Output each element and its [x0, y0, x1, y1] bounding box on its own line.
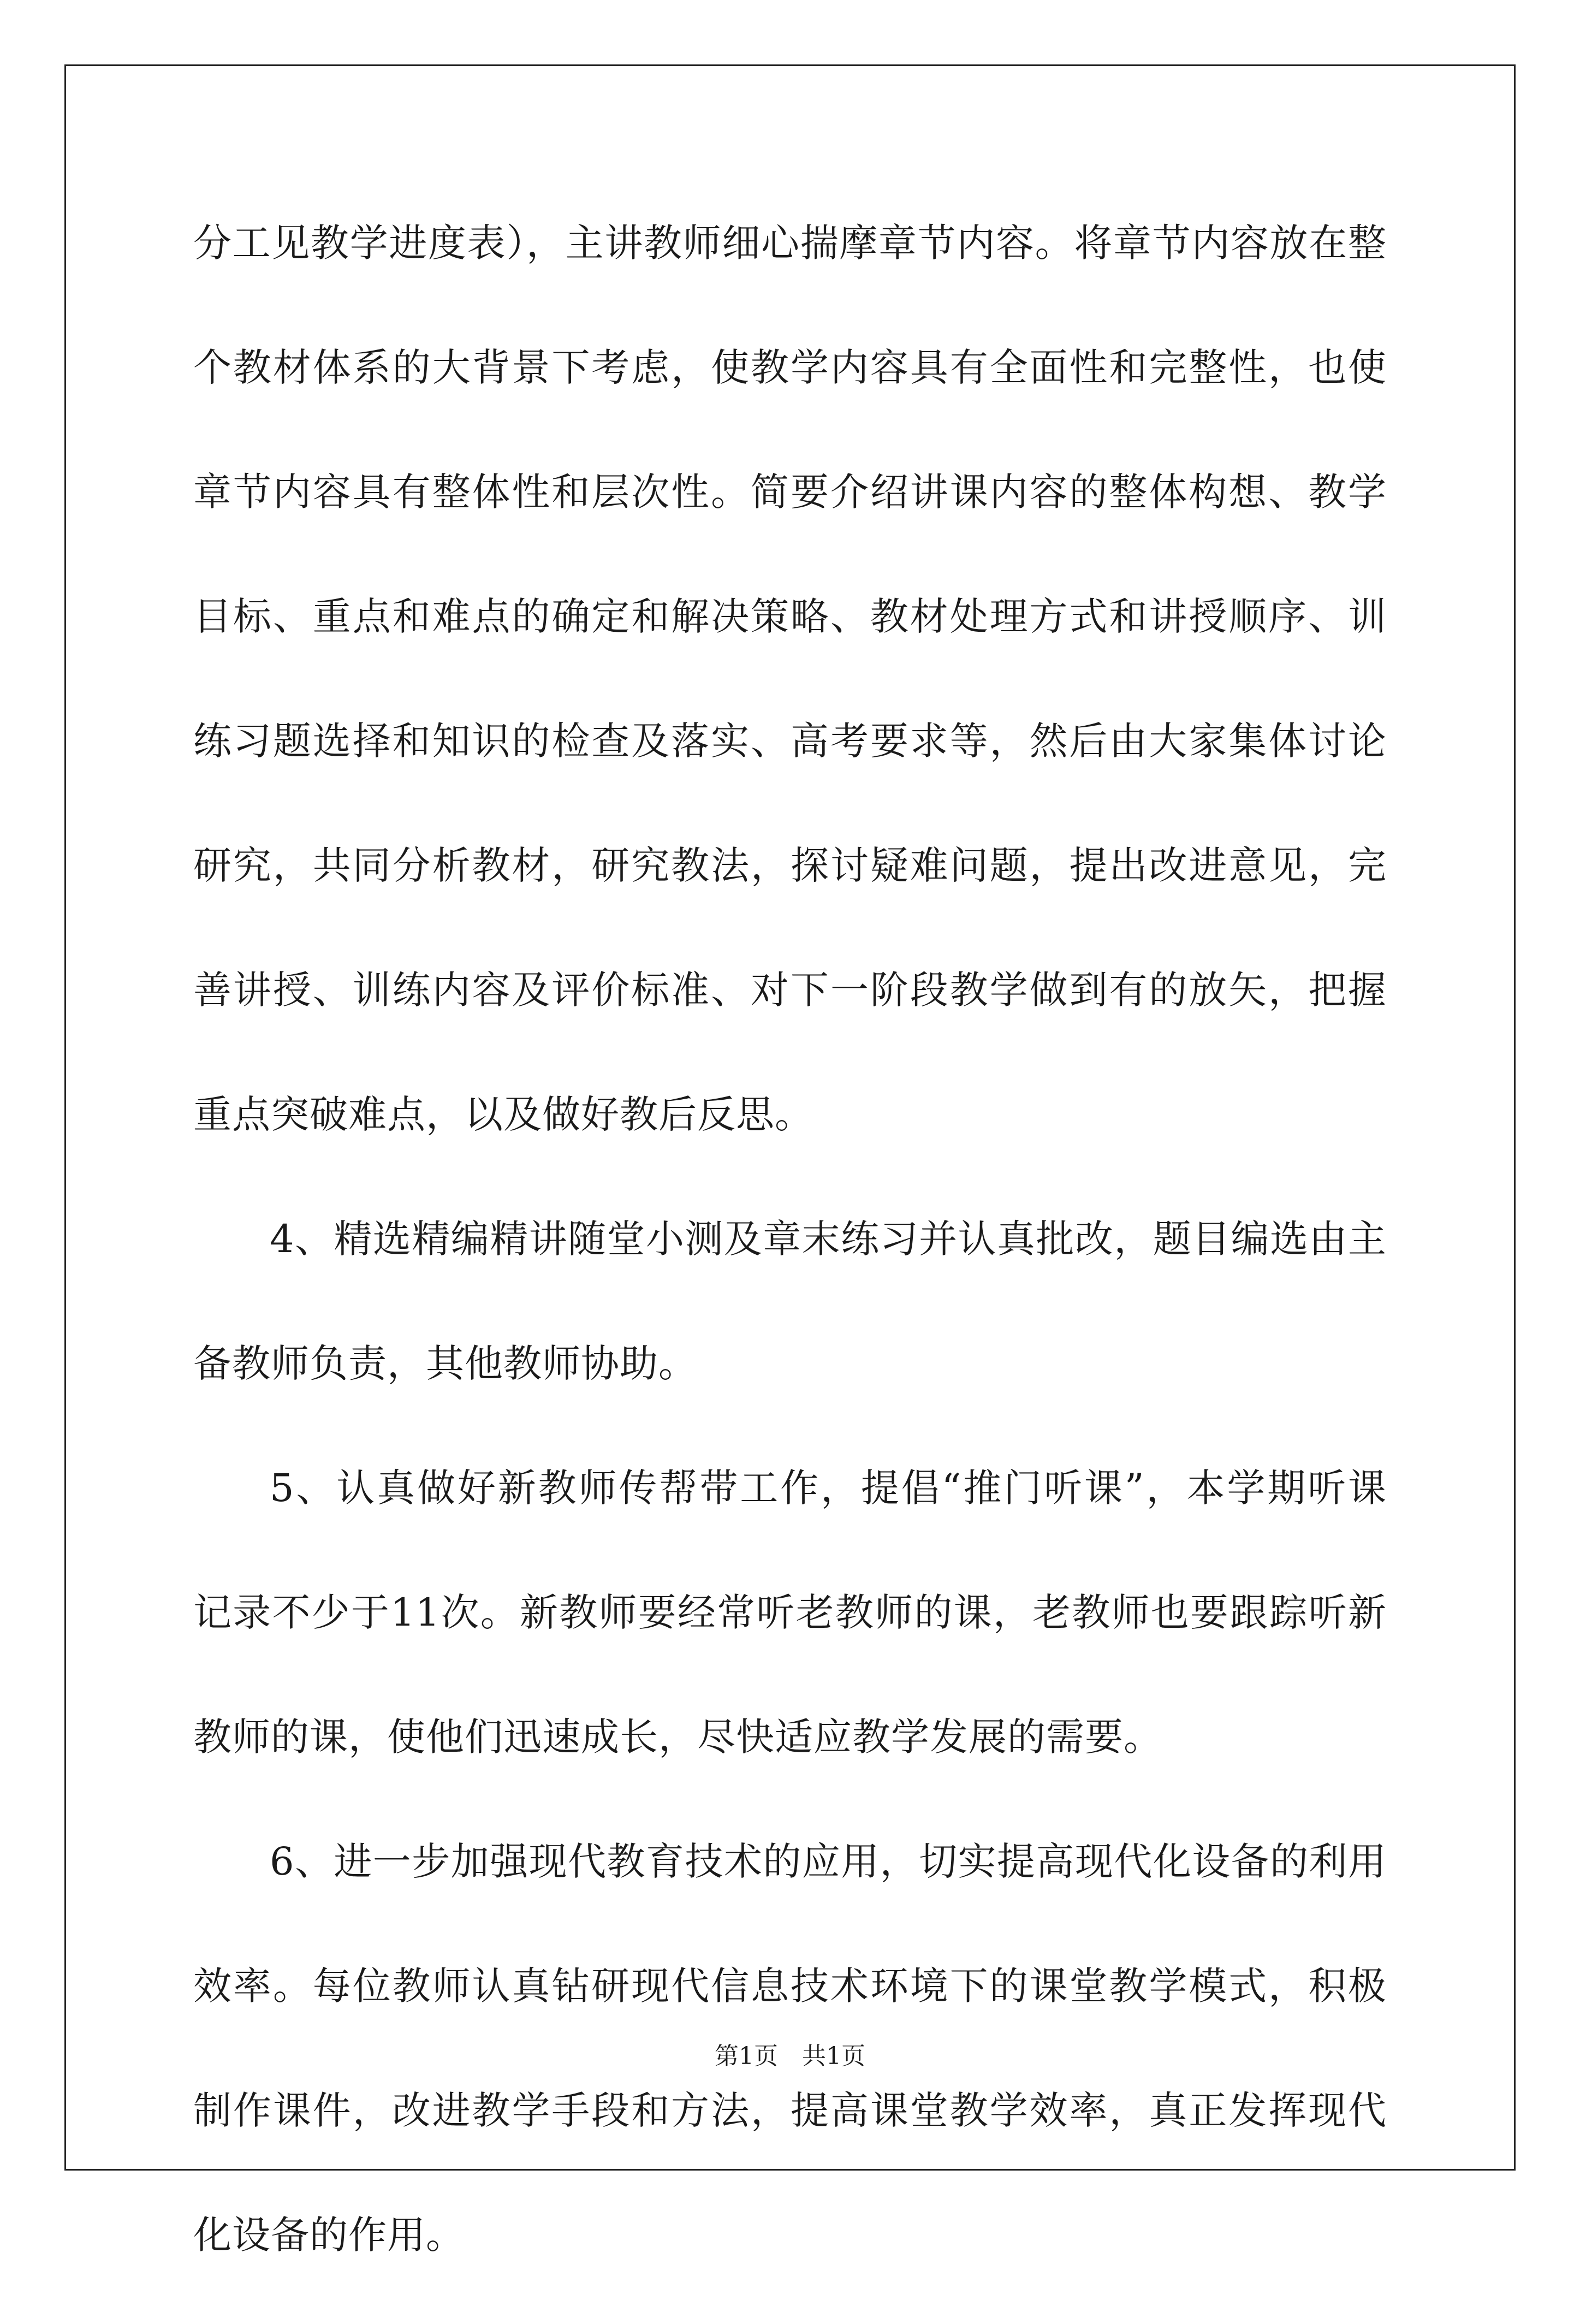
paragraph-4-line: 4、精选精编精讲随堂小测及章末练习并认真批改，题目编选由主	[270, 1217, 1387, 1261]
paragraph-6-line: 6、进一步加强现代教育技术的应用，切实提高现代化设备的利用	[270, 1839, 1387, 1884]
text-line: 研究，共同分析教材，研究教法，探讨疑难问题，提出改进意见，完	[193, 843, 1387, 888]
text-line: 备教师负责，其他教师协助。	[193, 1341, 697, 1386]
text-line: 章节内容具有整体性和层次性。简要介绍讲课内容的整体构想、教学	[193, 470, 1387, 514]
page-number-footer: 第1页 共1页	[715, 2042, 865, 2070]
text-line: 制作课件，改进教学手段和方法，提高课堂教学效率，真正发挥现代	[193, 2088, 1387, 2133]
text-line: 个教材体系的大背景下考虑，使教学内容具有全面性和完整性，也使	[193, 345, 1387, 390]
text-line: 目标、重点和难点的确定和解决策略、教材处理方式和讲授顺序、训	[193, 594, 1387, 639]
text-line: 记录不少于11次。新教师要经常听老教师的课，老教师也要跟踪听新	[193, 1590, 1387, 1635]
text-line: 化设备的作用。	[193, 2213, 465, 2257]
text-line: 善讲授、训练内容及评价标准、对下一阶段教学做到有的放矢，把握	[193, 968, 1387, 1012]
text-line: 分工见教学进度表），主讲教师细心揣摩章节内容。将章节内容放在整	[193, 221, 1387, 265]
text-line: 教师的课，使他们迅速成长，尽快适应教学发展的需要。	[193, 1715, 1162, 1759]
document-body	[193, 208, 1387, 2324]
text-line: 效率。每位教师认真钻研现代信息技术环境下的课堂教学模式，积极	[193, 1964, 1387, 2008]
text-line: 练习题选择和知识的检查及落实、高考要求等，然后由大家集体讨论	[193, 719, 1387, 763]
paragraph-5-line: 5、认真做好新教师传帮带工作，提倡“推门听课”，本学期听课	[270, 1466, 1387, 1510]
text-line: 重点突破难点，以及做好教后反思。	[193, 1092, 813, 1137]
